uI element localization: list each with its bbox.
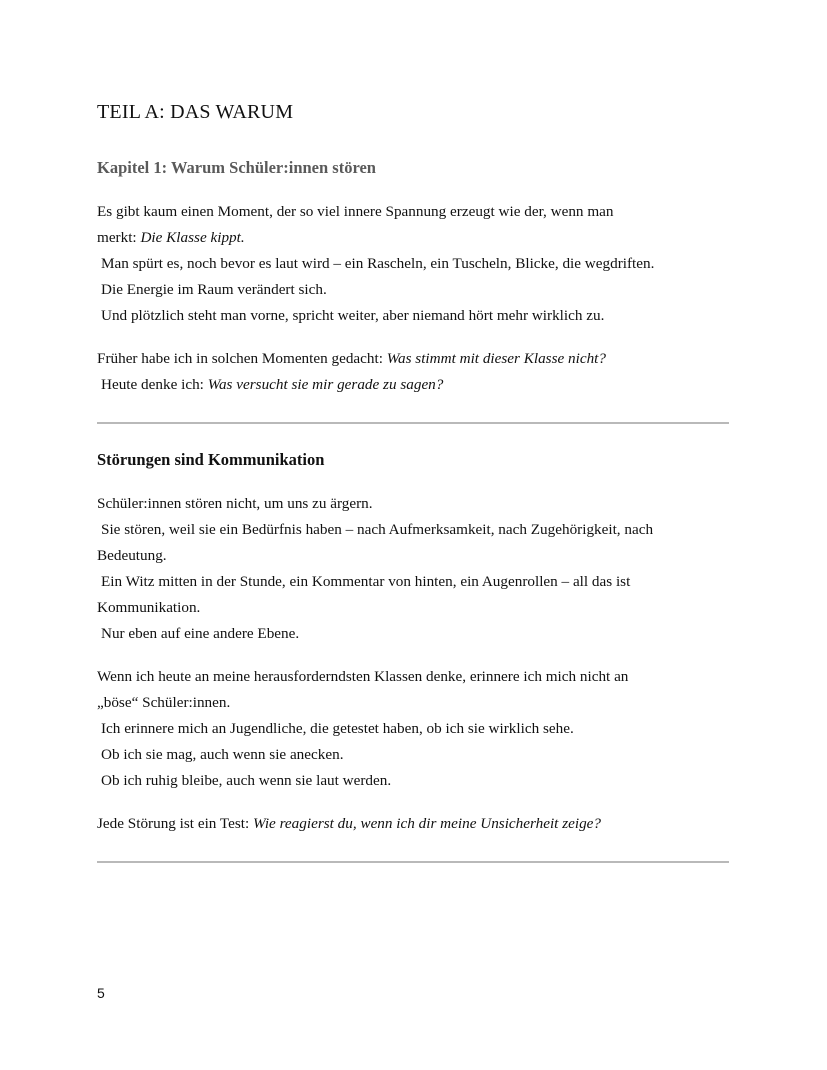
emphasis-text: Was versucht sie mir gerade zu sagen? xyxy=(207,376,444,393)
text-span: merkt: xyxy=(97,229,141,246)
page-number: 5 xyxy=(97,985,105,1001)
section-paragraph-2 xyxy=(97,664,737,794)
text-span: Früher habe ich in solchen Momenten gedacht: xyxy=(97,350,387,367)
section-paragraph-1 xyxy=(97,491,737,647)
text-line: Bedeutung. xyxy=(97,547,167,564)
text-line: Ob ich sie mag, auch wenn sie anecken. xyxy=(101,746,344,763)
text-line: Es gibt kaum einen Moment, der so viel innere Spannung erzeugt wie der, wenn man xyxy=(97,203,614,220)
text-line xyxy=(97,811,737,837)
text-line: Wenn ich heute an meine herausforderndsten Klassen denke, erinnere ich mich nicht an xyxy=(97,668,629,685)
text-line: Ob ich ruhig bleibe, auch wenn sie laut werden. xyxy=(101,772,392,789)
text-line: Die Energie im Raum verändert sich. xyxy=(101,281,327,298)
text-line xyxy=(97,225,737,251)
text-line xyxy=(97,372,737,398)
text-line: Ein Witz mitten in der Stunde, ein Kommentar von hinten, ein Augenrollen – all das ist xyxy=(101,573,631,590)
text-line: „böse“ Schüler:innen. xyxy=(97,694,231,711)
text-span: Heute denke ich: xyxy=(101,376,208,393)
chapter-title: Kapitel 1: Warum Schüler:innen stören xyxy=(97,158,376,177)
text-line: Nur eben auf eine andere Ebene. xyxy=(101,625,300,642)
text-line: Und plötzlich steht man vorne, spricht weiter, aber niemand hört mehr wirklich zu. xyxy=(101,307,605,324)
emphasis-text: Wie reagierst du, wenn ich dir meine Unsicherheit zeige? xyxy=(253,815,601,832)
section-paragraph-3 xyxy=(97,811,737,837)
text-line: Sie stören, weil sie ein Bedürfnis haben – nach Aufmerksamkeit, nach Zugehörigkeit, nach xyxy=(101,521,654,538)
intro-paragraph-2 xyxy=(97,346,737,398)
text-span: Jede Störung ist ein Test: xyxy=(97,815,254,832)
text-line: Ich erinnere mich an Jugendliche, die getestet haben, ob ich sie wirklich sehe. xyxy=(101,720,574,737)
page-content xyxy=(97,100,737,888)
text-line: Kommunikation. xyxy=(97,599,201,616)
part-title: TEIL A: DAS WARUM xyxy=(97,101,294,123)
horizontal-divider xyxy=(97,861,729,863)
emphasis-text: Was stimmt mit dieser Klasse nicht? xyxy=(386,350,606,367)
section-title: Störungen sind Kommunikation xyxy=(97,450,325,469)
text-line xyxy=(97,346,737,372)
text-line: Schüler:innen stören nicht, um uns zu ärgern. xyxy=(97,495,373,512)
intro-paragraph-1 xyxy=(97,199,737,329)
emphasis-text: Die Klasse kippt. xyxy=(140,229,245,246)
text-line: Man spürt es, noch bevor es laut wird – ein Rascheln, ein Tuscheln, Blicke, die wegdriften. xyxy=(101,255,655,272)
horizontal-divider xyxy=(97,422,729,424)
